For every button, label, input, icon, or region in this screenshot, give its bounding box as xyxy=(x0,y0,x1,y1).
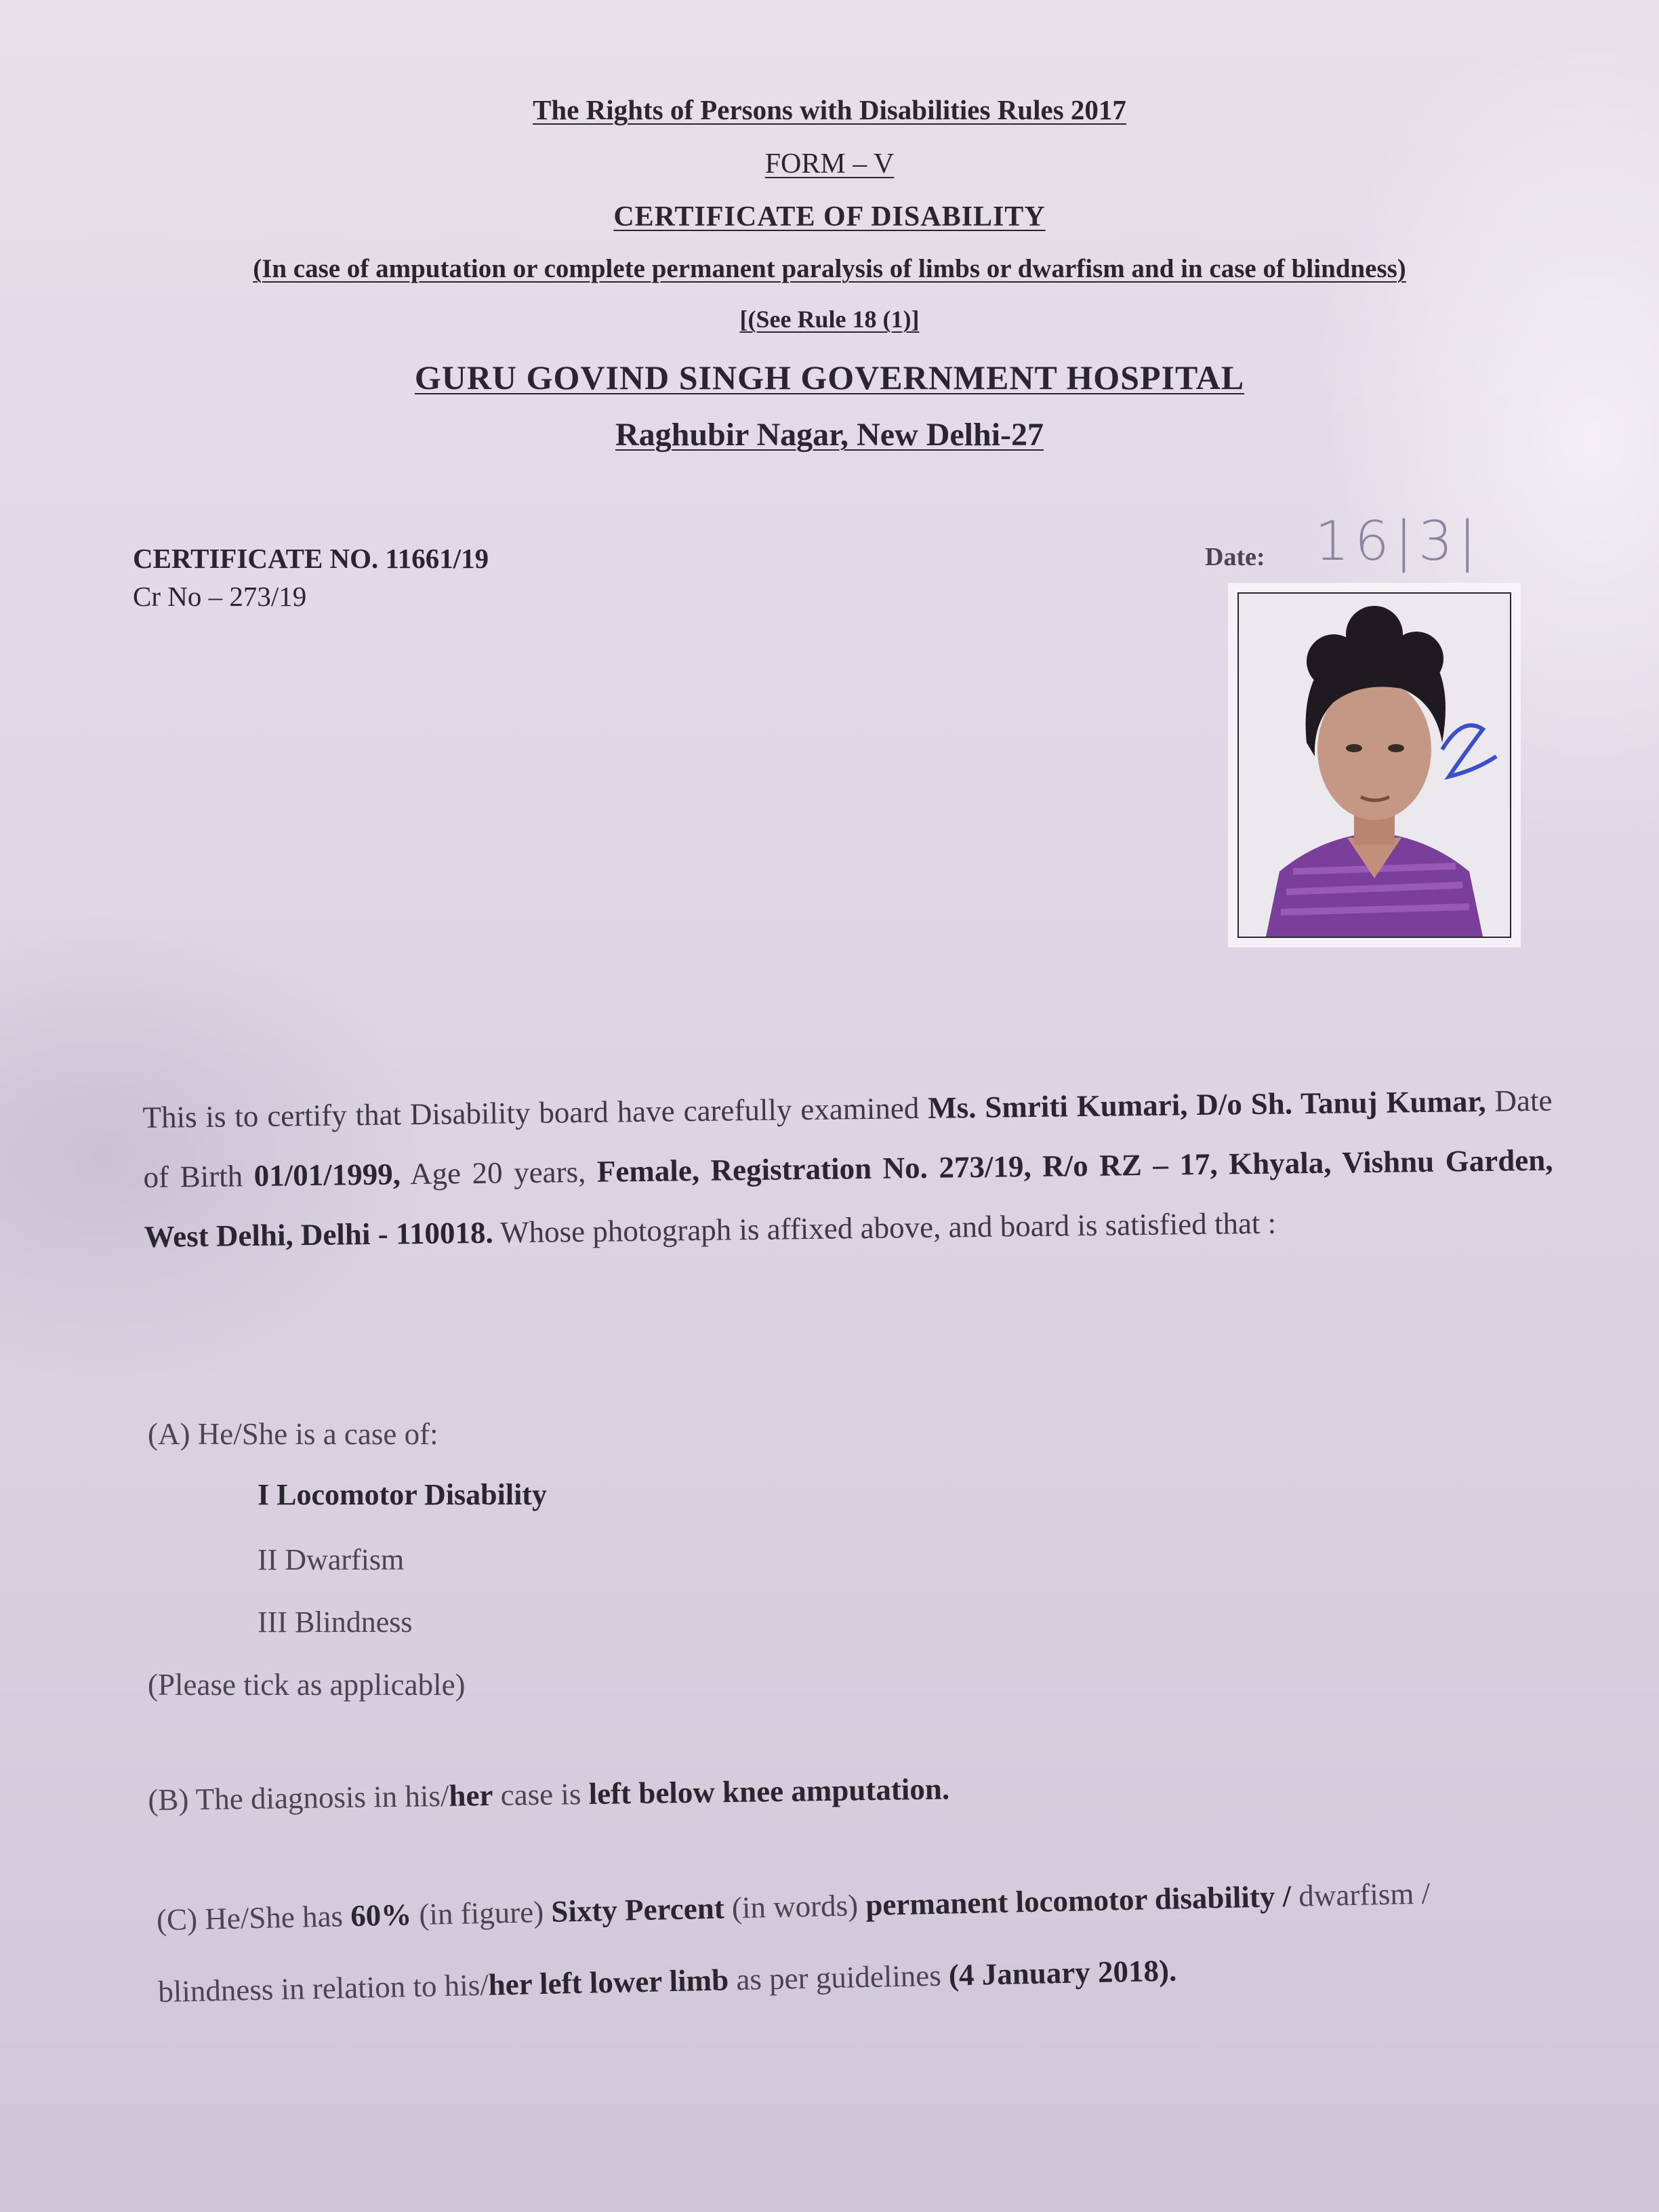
sec-c-text-5: as per guidelines xyxy=(728,1958,949,1997)
handwritten-date: 16|3| xyxy=(1315,510,1482,573)
diagnosis-prefix: (B) The diagnosis in his/ xyxy=(148,1778,449,1817)
option-blindness: III Blindness xyxy=(258,1605,413,1639)
hospital-address: Raghubir Nagar, New Delhi-27 xyxy=(615,417,1044,453)
applicant-name: Ms. Smriti Kumari, D/o Sh. Tanuj Kumar, xyxy=(927,1084,1486,1125)
section-c-disability-percentage xyxy=(156,1855,1541,2028)
date-label: Date: xyxy=(1205,543,1265,571)
certificate-number: CERTIFICATE NO. 11661/19 xyxy=(133,543,489,574)
tick-note: (Please tick as applicable) xyxy=(148,1668,466,1702)
section-a-label: (A) He/She is a case of: xyxy=(148,1417,438,1451)
para-text-4: Whose photograph is affixed above, and board is satisfied that : xyxy=(493,1206,1277,1250)
hospital-name: GURU GOVIND SINGH GOVERNMENT HOSPITAL xyxy=(414,359,1245,396)
cr-number: Cr No – 273/19 xyxy=(133,581,307,612)
disability-percent-words: Sixty Percent xyxy=(550,1891,725,1929)
disability-type: permanent locomotor disability / xyxy=(865,1879,1292,1923)
rules-heading: The Rights of Persons with Disabilities Rules 2017 xyxy=(533,94,1126,125)
form-number: FORM – V xyxy=(764,148,895,180)
sec-c-text-1: (C) He/She has xyxy=(156,1899,351,1937)
affected-limb: her left lower limb xyxy=(488,1963,729,2002)
diagnosis-text: left below knee amputation. xyxy=(588,1771,950,1811)
sec-c-text-3: (in words) xyxy=(724,1888,866,1925)
applicant-photo xyxy=(1237,592,1511,938)
option-dwarfism: II Dwarfism xyxy=(258,1543,405,1576)
sec-c-text-4: dwarfism / blindness in relation to his/ xyxy=(157,1876,1431,2009)
rule-reference: [(See Rule 18 (1)] xyxy=(739,306,920,333)
diagnosis-middle: case is xyxy=(493,1776,589,1812)
gender-registration-address: Female, Registration No. 273/19, R/o RZ – 17, Khyala, Vishnu Garden, West Delhi, Delhi - 110018. xyxy=(144,1143,1553,1254)
sec-c-text-2: (in figure) xyxy=(411,1894,552,1932)
date-of-birth: 01/01/1999, xyxy=(253,1157,401,1193)
option-locomotor-disability: I Locomotor Disability xyxy=(258,1478,547,1511)
portrait-image xyxy=(1239,594,1510,937)
certificate-title: CERTIFICATE OF DISABILITY xyxy=(613,201,1046,232)
disability-percent-figure: 60% xyxy=(350,1898,412,1933)
case-note: (In case of amputation or complete permanent paralysis of limbs or dwarfism and in case of blindness) xyxy=(253,254,1406,283)
para-text-1: This is to certify that Disability board have carefully examined xyxy=(142,1090,928,1134)
section-b-diagnosis xyxy=(148,1771,949,1818)
certification-paragraph xyxy=(142,1071,1554,1267)
guideline-date: (4 January 2018). xyxy=(948,1953,1177,1992)
diagnosis-her: her xyxy=(449,1778,493,1813)
para-text-2: Date of Birth xyxy=(143,1083,1553,1194)
para-text-3: Age 20 years, xyxy=(400,1154,598,1191)
